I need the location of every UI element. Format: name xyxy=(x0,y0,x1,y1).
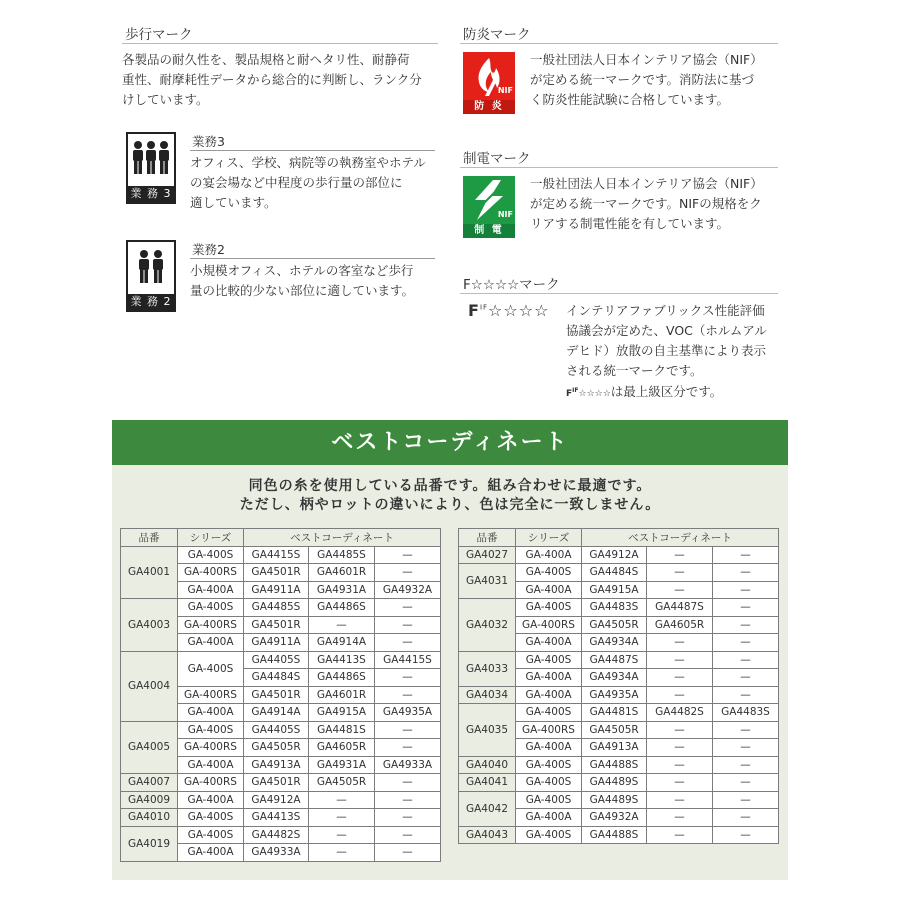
series-cell: GA-400S xyxy=(178,826,244,844)
coordinate-cell: GA4481S xyxy=(582,704,647,722)
series-cell: GA-400S xyxy=(178,651,244,686)
coordinate-cell: GA4501R xyxy=(244,616,309,634)
series-cell: GA-400A xyxy=(516,686,582,704)
series-cell: GA-400RS xyxy=(178,564,244,582)
coordinate-cell: GA4505R xyxy=(309,774,375,792)
table-row xyxy=(121,546,441,564)
coordinate-cell: GA4912A xyxy=(582,546,647,564)
coordinate-cell: — xyxy=(713,599,779,617)
coordinate-cell: GA4413S xyxy=(309,651,375,669)
fstar-mark-divider xyxy=(460,293,778,294)
coordinate-cell: GA4481S xyxy=(309,721,375,739)
series-cell: GA-400S xyxy=(516,756,582,774)
coordinate-cell: — xyxy=(647,564,713,582)
part-number-cell: GA4035 xyxy=(459,704,516,757)
coordinate-cell: GA4501R xyxy=(244,564,309,582)
antistatic-mark-icon xyxy=(463,176,515,238)
coordinate-cell: GA4484S xyxy=(244,669,309,687)
coordinate-cell: — xyxy=(375,686,441,704)
static-mark-title: 制電マーク xyxy=(463,151,531,167)
series-cell: GA-400S xyxy=(178,599,244,617)
coordinate-cell: — xyxy=(375,721,441,739)
fire-mark-title: 防炎マーク xyxy=(463,27,531,43)
coordinate-cell: — xyxy=(375,669,441,687)
fstar-mark-description: インテリアファブリックス性能評価 協議会が定めた、VOC（ホルムアル デヒド）放散の自主基準により表示 される統一マークです。 $F^{IF}☆☆☆☆$は最上級区分です。 xyxy=(566,303,767,399)
coordinate-cell: — xyxy=(647,826,713,844)
coordinate-cell: — xyxy=(375,826,441,844)
kind-2-icon-label: 業 務 2 xyxy=(128,294,174,310)
kind-3-icon-label: 業 務 3 xyxy=(128,186,174,202)
two-people-icon xyxy=(126,240,176,312)
coordinate-cell: GA4505R xyxy=(244,739,309,757)
part-number-cell: GA4027 xyxy=(459,546,516,564)
part-number-cell: GA4005 xyxy=(121,721,178,774)
series-cell: GA-400S xyxy=(516,791,582,809)
coordinate-cell: GA4505R xyxy=(582,616,647,634)
series-cell: GA-400S xyxy=(516,651,582,669)
table-row xyxy=(121,599,441,617)
coordinate-cell: GA4483S xyxy=(582,599,647,617)
coordinate-cell: GA4932A xyxy=(375,581,441,599)
coordinate-cell: GA4913A xyxy=(244,756,309,774)
series-cell: GA-400S xyxy=(516,704,582,722)
table-row xyxy=(121,809,441,827)
coordinate-cell: GA4931A xyxy=(309,756,375,774)
series-cell: GA-400A xyxy=(178,756,244,774)
coordinate-cell: GA4605R xyxy=(647,616,713,634)
part-number-cell: GA4034 xyxy=(459,686,516,704)
part-number-cell: GA4007 xyxy=(121,774,178,792)
coordinate-cell: GA4914A xyxy=(309,634,375,652)
fire-mark-divider xyxy=(460,43,778,44)
table-row xyxy=(459,826,779,844)
coordinate-cell: GA4482S xyxy=(244,826,309,844)
series-cell: GA-400RS xyxy=(178,739,244,757)
coordinate-cell: — xyxy=(309,844,375,862)
coordinate-cell: GA4933A xyxy=(244,844,309,862)
coordinate-cell: GA4488S xyxy=(582,826,647,844)
series-cell: GA-400A xyxy=(516,739,582,757)
table-row xyxy=(121,774,441,792)
static-mark-nif-text: NIF xyxy=(497,210,513,219)
coordinate-cell: — xyxy=(375,844,441,862)
coordinate-cell: GA4487S xyxy=(647,599,713,617)
coordinate-cell: — xyxy=(647,756,713,774)
coordinate-cell: GA4931A xyxy=(309,581,375,599)
coordinate-cell: GA4485S xyxy=(309,546,375,564)
part-number-cell: GA4033 xyxy=(459,651,516,686)
coordinate-cell: — xyxy=(375,616,441,634)
static-mark-label: 制 電 xyxy=(463,224,515,238)
series-cell: GA-400S xyxy=(178,546,244,564)
table-row xyxy=(459,704,779,722)
coordinate-cell: GA4482S xyxy=(647,704,713,722)
table-row xyxy=(121,826,441,844)
coordinate-cell: — xyxy=(647,669,713,687)
coordinate-cell: GA4488S xyxy=(582,756,647,774)
coordinate-cell: — xyxy=(713,546,779,564)
static-mark-description: 一般社団法人日本インテリア協会（NIF） が定める統一マークです。NIFの規格をク リアする制電性能を有しています。 xyxy=(530,176,763,231)
kind-2-title: 業務2 xyxy=(192,242,225,257)
coordinate-cell: GA4489S xyxy=(582,774,647,792)
coordinate-cell: — xyxy=(375,791,441,809)
coordinate-cell: GA4501R xyxy=(244,686,309,704)
series-cell: GA-400RS xyxy=(178,686,244,704)
best-coordinate-note-1: 同色の糸を使用している品番です。組み合わせに最適です。 xyxy=(248,478,652,494)
part-number-cell: GA4009 xyxy=(121,791,178,809)
coordinate-cell: GA4932A xyxy=(582,809,647,827)
coordinate-cell: GA4605R xyxy=(309,739,375,757)
part-number-cell: GA4003 xyxy=(121,599,178,652)
coordinate-cell: — xyxy=(647,721,713,739)
coordinate-cell: — xyxy=(647,546,713,564)
part-number-cell: GA4001 xyxy=(121,546,178,599)
header-part-number: 品番 xyxy=(459,529,516,547)
coordinate-cell: GA4486S xyxy=(309,599,375,617)
table-row xyxy=(121,721,441,739)
table-row xyxy=(459,756,779,774)
part-number-cell: GA4043 xyxy=(459,826,516,844)
coordinate-cell: — xyxy=(647,739,713,757)
series-cell: GA-400A xyxy=(178,844,244,862)
series-cell: GA-400S xyxy=(178,809,244,827)
coordinate-cell: — xyxy=(375,634,441,652)
coordinate-cell: GA4912A xyxy=(244,791,309,809)
coordinate-cell: — xyxy=(713,651,779,669)
fire-mark-label: 防 炎 xyxy=(463,100,515,114)
coordinate-cell: — xyxy=(647,581,713,599)
coordinate-cell: — xyxy=(375,809,441,827)
best-coordinate-banner: ベストコーディネート xyxy=(112,420,788,465)
coordinate-cell: — xyxy=(713,791,779,809)
series-cell: GA-400S xyxy=(516,826,582,844)
coordinate-cell: GA4915A xyxy=(309,704,375,722)
series-cell: GA-400S xyxy=(516,774,582,792)
part-number-cell: GA4042 xyxy=(459,791,516,826)
coordinate-cell: — xyxy=(713,581,779,599)
coordinate-cell: GA4934A xyxy=(582,634,647,652)
coordinate-cell: — xyxy=(713,756,779,774)
coordinate-cell: GA4484S xyxy=(582,564,647,582)
coordinate-cell: — xyxy=(713,739,779,757)
kind-3-divider xyxy=(190,150,435,151)
f-four-star-inline-mark: $F^{IF}☆☆☆☆$ xyxy=(566,387,611,399)
coordinate-cell: — xyxy=(309,616,375,634)
best-coordinate-table-right xyxy=(458,528,779,844)
table-row xyxy=(121,651,441,669)
table-row xyxy=(459,564,779,582)
series-cell: GA-400RS xyxy=(516,721,582,739)
series-cell: GA-400A xyxy=(516,634,582,652)
fire-mark-description: 一般社団法人日本インテリア協会（NIF） が定める統一マークです。消防法に基づ く防炎性能試験に合格しています。 xyxy=(530,52,763,107)
header-series: シリーズ xyxy=(516,529,582,547)
header-best-coordinate: ベストコーディネート xyxy=(244,529,441,547)
series-cell: GA-400S xyxy=(516,599,582,617)
coordinate-cell: GA4489S xyxy=(582,791,647,809)
part-number-cell: GA4004 xyxy=(121,651,178,721)
coordinate-cell: — xyxy=(713,564,779,582)
series-cell: GA-400A xyxy=(178,634,244,652)
series-cell: GA-400RS xyxy=(178,616,244,634)
coordinate-cell: — xyxy=(713,721,779,739)
coordinate-cell: — xyxy=(647,809,713,827)
coordinate-cell: GA4935A xyxy=(375,704,441,722)
header-best-coordinate: ベストコーディネート xyxy=(582,529,779,547)
series-cell: GA-400A xyxy=(178,791,244,809)
coordinate-cell: — xyxy=(647,634,713,652)
coordinate-cell: GA4911A xyxy=(244,581,309,599)
coordinate-cell: GA4485S xyxy=(244,599,309,617)
table-row xyxy=(459,791,779,809)
header-part-number: 品番 xyxy=(121,529,178,547)
coordinate-cell: — xyxy=(375,546,441,564)
f-four-star-mark-icon: $F^{IF}☆☆☆☆$ xyxy=(468,301,550,320)
coordinate-cell: GA4505R xyxy=(582,721,647,739)
coordinate-cell: — xyxy=(375,564,441,582)
header-series: シリーズ xyxy=(178,529,244,547)
coordinate-cell: — xyxy=(713,809,779,827)
coordinate-cell: — xyxy=(647,686,713,704)
fstar-mark-title: F☆☆☆☆マーク xyxy=(463,277,560,293)
coordinate-cell: GA4911A xyxy=(244,634,309,652)
coordinate-cell: — xyxy=(713,826,779,844)
series-cell: GA-400A xyxy=(516,669,582,687)
best-coordinate-table-left xyxy=(120,528,441,862)
coordinate-cell: GA4413S xyxy=(244,809,309,827)
coordinate-cell: — xyxy=(647,651,713,669)
three-people-icon xyxy=(126,132,176,204)
series-cell: GA-400A xyxy=(516,809,582,827)
part-number-cell: GA4019 xyxy=(121,826,178,861)
coordinate-cell: — xyxy=(309,826,375,844)
coordinate-cell: GA4415S xyxy=(244,546,309,564)
coordinate-cell: — xyxy=(309,809,375,827)
coordinate-cell: GA4483S xyxy=(713,704,779,722)
coordinate-cell: GA4486S xyxy=(309,669,375,687)
coordinate-cell: — xyxy=(375,599,441,617)
part-number-cell: GA4032 xyxy=(459,599,516,652)
coordinate-cell: — xyxy=(647,791,713,809)
table-row xyxy=(121,791,441,809)
walking-mark-description: 各製品の耐久性を、製品規格と耐ヘタリ性、耐静荷 重性、耐摩耗性データから総合的に判断し、ランク分 けしています。 xyxy=(122,52,422,107)
series-cell: GA-400RS xyxy=(516,616,582,634)
part-number-cell: GA4010 xyxy=(121,809,178,827)
kind-3-title: 業務3 xyxy=(192,134,225,149)
coordinate-cell: GA4913A xyxy=(582,739,647,757)
table-row xyxy=(459,774,779,792)
coordinate-cell: GA4405S xyxy=(244,721,309,739)
series-cell: GA-400A xyxy=(516,546,582,564)
coordinate-cell: GA4934A xyxy=(582,669,647,687)
series-cell: GA-400A xyxy=(178,704,244,722)
coordinate-cell: GA4405S xyxy=(244,651,309,669)
table-row xyxy=(459,651,779,669)
coordinate-cell: GA4914A xyxy=(244,704,309,722)
coordinate-cell: — xyxy=(713,616,779,634)
walking-mark-divider xyxy=(122,43,438,44)
table-row xyxy=(459,686,779,704)
fire-retardant-mark-icon xyxy=(463,52,515,114)
coordinate-cell: GA4501R xyxy=(244,774,309,792)
table-row xyxy=(459,546,779,564)
series-cell: GA-400A xyxy=(516,581,582,599)
coordinate-cell: GA4601R xyxy=(309,686,375,704)
coordinate-cell: GA4601R xyxy=(309,564,375,582)
table-row xyxy=(459,599,779,617)
series-cell: GA-400A xyxy=(178,581,244,599)
coordinate-cell: — xyxy=(309,791,375,809)
part-number-cell: GA4031 xyxy=(459,564,516,599)
coordinate-cell: — xyxy=(375,739,441,757)
coordinate-cell: GA4915A xyxy=(582,581,647,599)
kind-3-description: オフィス、学校、病院等の執務室やホテル の宴会場など中程度の歩行量の部位に 適しています。 xyxy=(190,155,426,210)
part-number-cell: GA4040 xyxy=(459,756,516,774)
best-coordinate-note-2: ただし、柄やロットの違いにより、色は完全に一致しません。 xyxy=(239,497,661,513)
coordinate-cell: GA4415S xyxy=(375,651,441,669)
coordinate-cell: GA4933A xyxy=(375,756,441,774)
static-mark-divider xyxy=(460,167,778,168)
series-cell: GA-400RS xyxy=(178,774,244,792)
coordinate-cell: GA4935A xyxy=(582,686,647,704)
coordinate-cell: — xyxy=(375,774,441,792)
coordinate-cell: — xyxy=(713,774,779,792)
coordinate-cell: — xyxy=(713,634,779,652)
coordinate-cell: — xyxy=(713,686,779,704)
kind-2-description: 小規模オフィス、ホテルの客室など歩行 量の比較的少ない部位に適しています。 xyxy=(190,263,415,298)
part-number-cell: GA4041 xyxy=(459,774,516,792)
kind-2-divider xyxy=(190,258,435,259)
fire-mark-nif-text: NIF xyxy=(497,86,513,95)
coordinate-cell: — xyxy=(647,774,713,792)
coordinate-cell: GA4487S xyxy=(582,651,647,669)
coordinate-cell: — xyxy=(713,669,779,687)
series-cell: GA-400S xyxy=(178,721,244,739)
series-cell: GA-400S xyxy=(516,564,582,582)
walking-mark-title: 歩行マーク xyxy=(125,27,193,43)
